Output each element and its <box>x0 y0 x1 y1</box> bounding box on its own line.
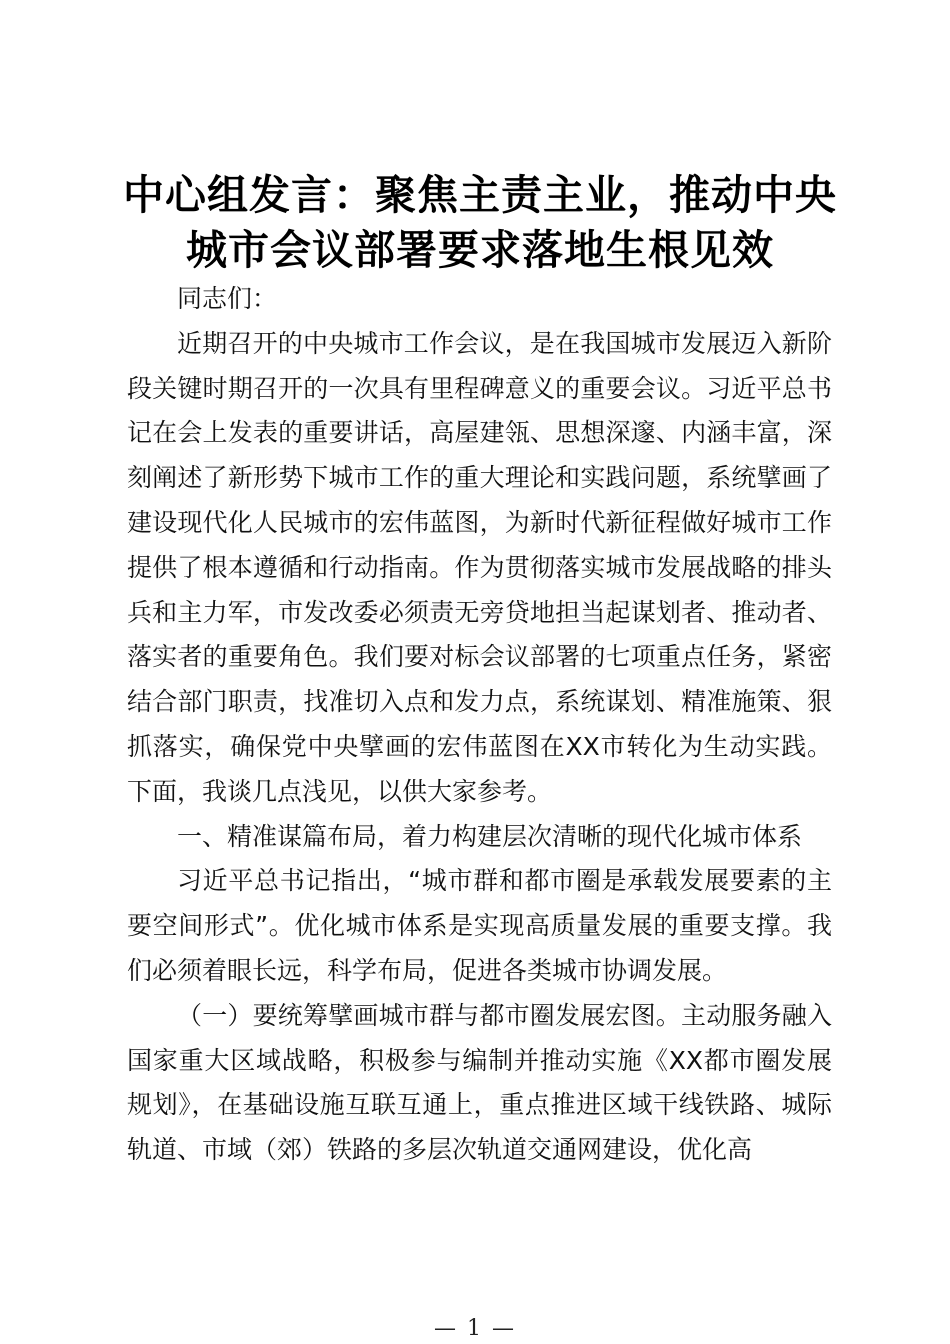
salutation: 同志们： <box>177 284 278 313</box>
document-title <box>120 168 840 278</box>
title-line-2: 城市会议部署要求落地生根见效 <box>186 226 774 274</box>
intro-paragraph: 近期召开的中央城市工作会议，是在我国城市发展迈入新阶段关键时期召开的一次具有里程碑意义的重要会议。习近平总书记在会上发表的重要讲话，高屋建瓴、思想深邃、内涵丰富，深刻阐述了新形势下城市工作的重大理论和实践问题，系统擘画了建设现代化人民城市的宏伟蓝图，为新时代新征程做好城市工作提供了根本遵循和行动指南。作为贯彻落实城市发展战略的排头兵和主力军，市发改委必须责无旁贷地担当起谋划者、推动者、落实者的重要角色。我们要对标会议部署的七项重点任务，紧密结合部门职责，找准切入点和发力点，系统谋划、精准施策、狠抓落实，确保党中央擘画的宏伟蓝图在XX市转化为生动实践。下面，我谈几点浅见，以供大家参考。 <box>127 328 832 806</box>
section-1-paragraph: 习近平总书记指出，“城市群和都市圈是承载发展要素的主要空间形式”。优化城市体系是实现高质量发展的重要支撑。我们必须着眼长远，科学布局，促进各类城市协调发展。 <box>127 866 832 985</box>
title-line-1: 中心组发言：聚焦主责主业，推动中央 <box>123 171 837 219</box>
document-body <box>127 277 832 1173</box>
subsection-1-paragraph: （一）要统筹擘画城市群与都市圈发展宏图。主动服务融入国家重大区域战略，积极参与编制并推动实施《XX都市圈发展规划》，在基础设施互联互通上，重点推进区域干线铁路、城际轨道、市域（郊）铁路的多层次轨道交通网建设，优化高 <box>127 1000 832 1165</box>
section-heading-1: 一、精准谋篇布局，着力构建层次清晰的现代化城市体系 <box>177 821 803 851</box>
page-number: — 1 — <box>434 1316 516 1341</box>
